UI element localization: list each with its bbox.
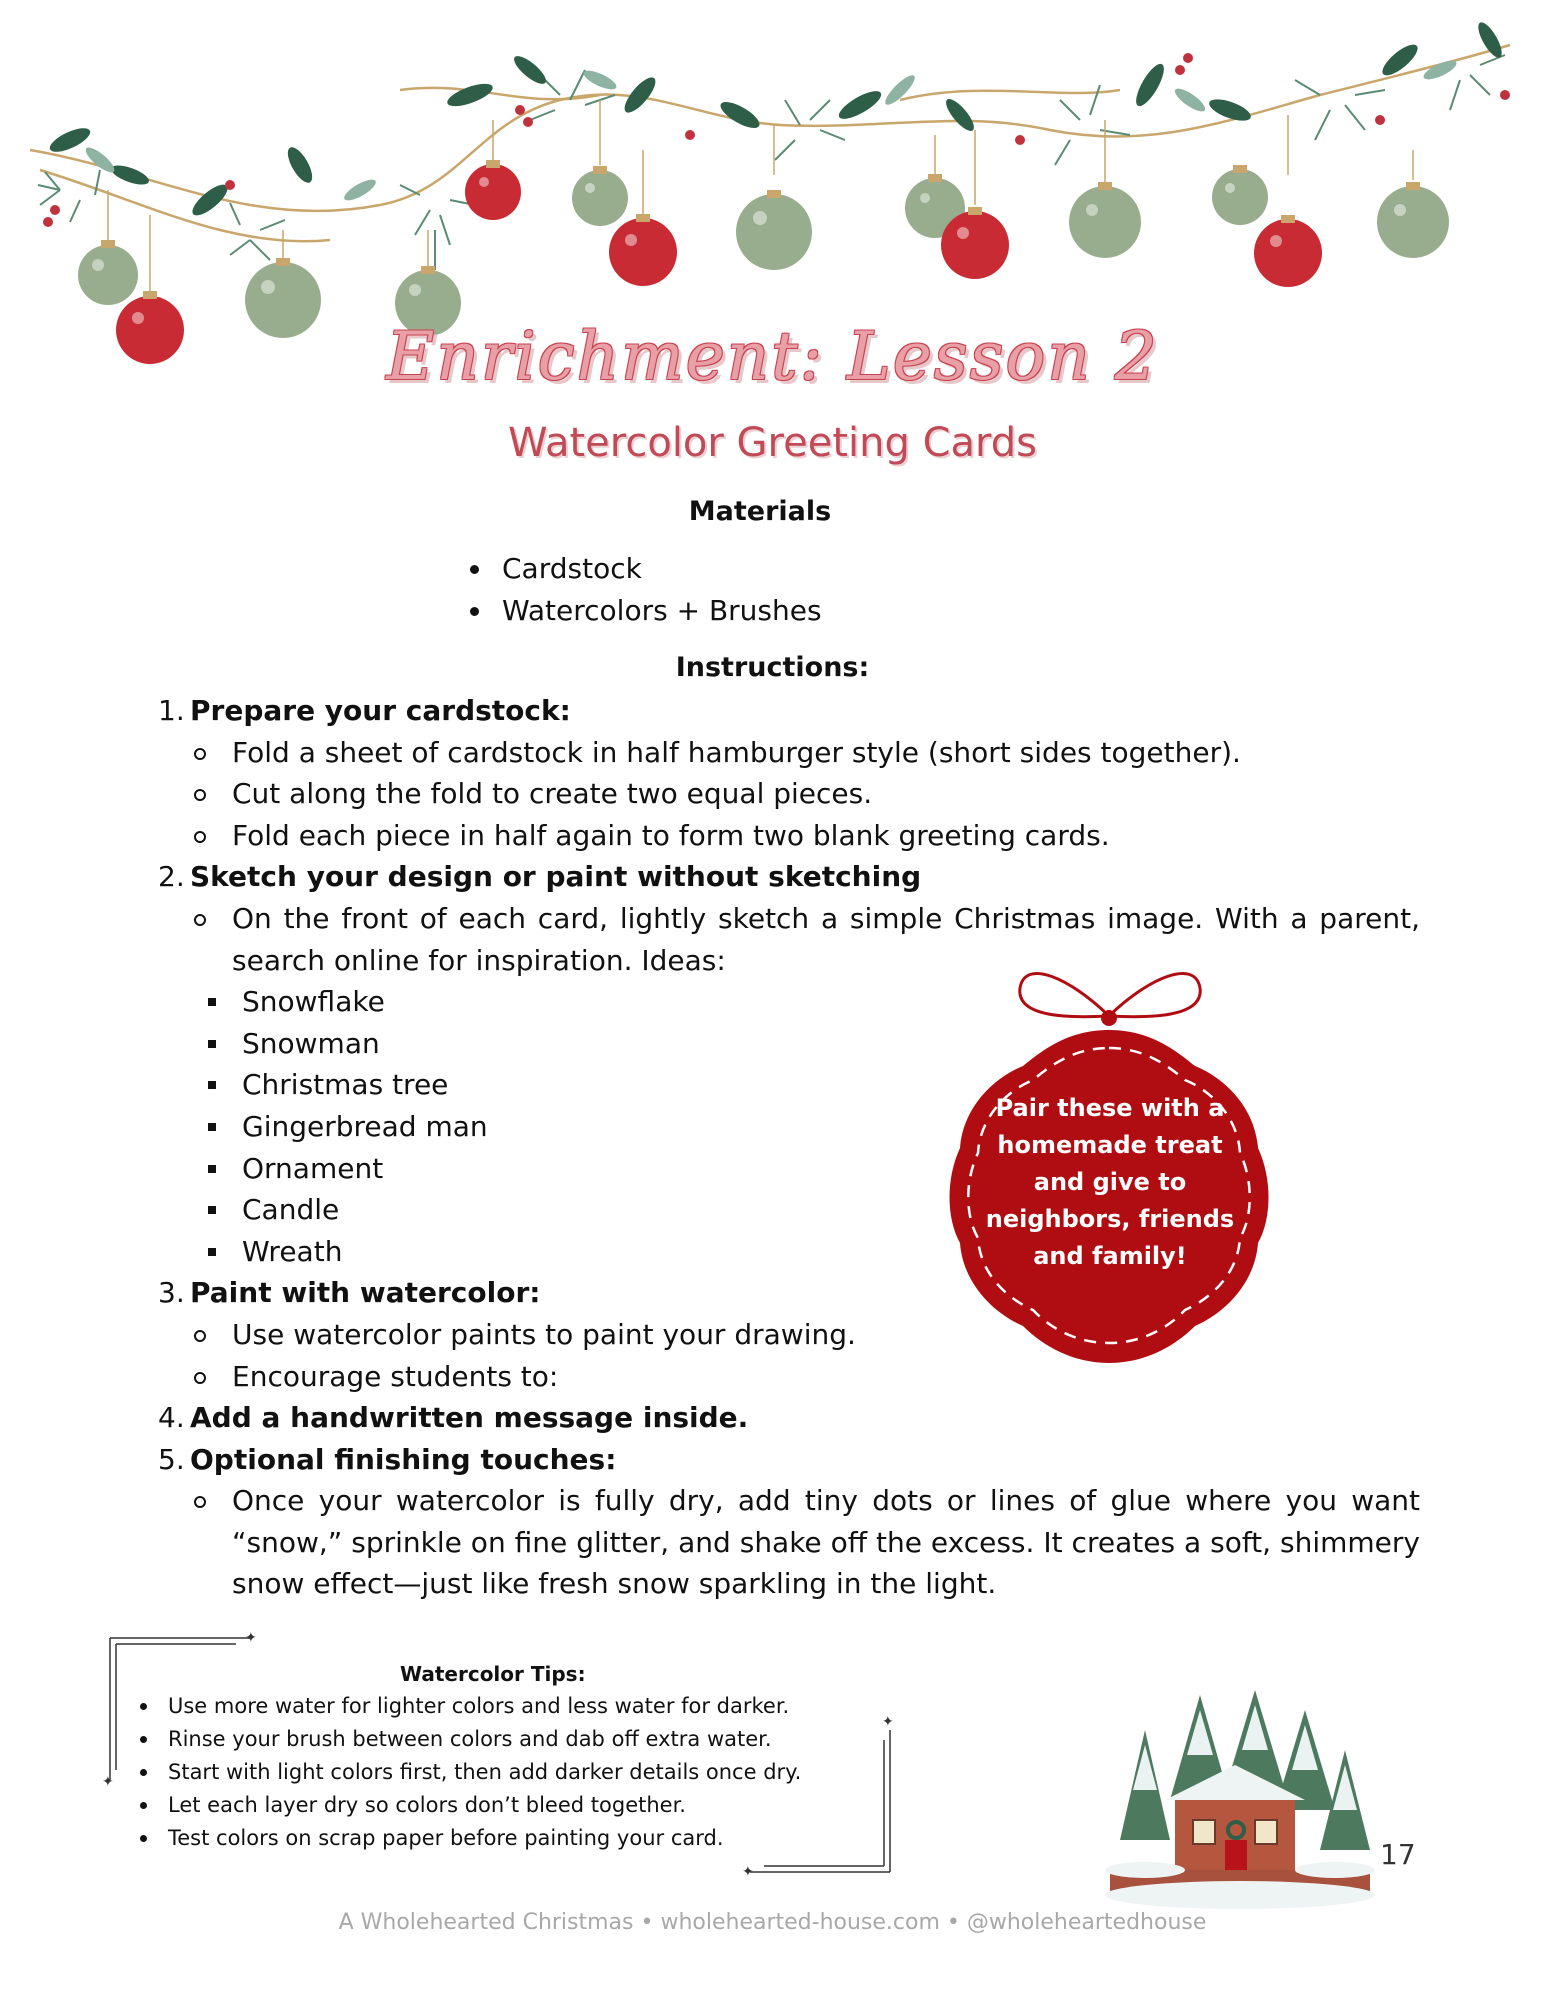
list-item: Use more water for lighter colors and less water for darker. xyxy=(136,1690,801,1723)
list-item: Snowman xyxy=(190,1023,1420,1065)
list-item: Candle xyxy=(190,1189,1420,1231)
list-item: Christmas tree xyxy=(190,1064,1420,1106)
sub-item: Cut along the fold to create two equal pieces. xyxy=(190,773,1420,815)
step-4 xyxy=(150,1397,1420,1439)
svg-text:✦: ✦ xyxy=(742,1864,754,1880)
tips-list xyxy=(136,1690,801,1855)
list-item: Cardstock xyxy=(470,548,822,590)
svg-text:✦: ✦ xyxy=(245,1630,257,1646)
step-title: Optional finishing touches: xyxy=(190,1442,617,1476)
step-number: 2. xyxy=(158,860,185,894)
sub-item: Fold a sheet of cardstock in half hamburger style (short sides together). xyxy=(190,732,1420,774)
svg-text:✦: ✦ xyxy=(882,1714,894,1730)
instructions-heading: Instructions: xyxy=(675,652,870,683)
snowy-house-illustration xyxy=(1105,1690,1375,1910)
sub-item: Use watercolor paints to paint your drawing. xyxy=(190,1314,1420,1356)
list-item: Gingerbread man xyxy=(190,1106,1420,1148)
step-title: Add a handwritten message inside. xyxy=(190,1401,749,1435)
step-title: Prepare your cardstock: xyxy=(190,694,571,727)
list-item: Snowflake xyxy=(190,981,1420,1023)
step-number: 1. xyxy=(158,694,185,727)
list-item: Wreath xyxy=(190,1231,1420,1273)
materials-heading: Materials xyxy=(688,496,832,527)
step-number: 4. xyxy=(158,1401,185,1435)
lesson-subtitle: Watercolor Greeting Cards xyxy=(507,420,1038,466)
list-item: Watercolors + Brushes xyxy=(470,590,822,632)
materials-list xyxy=(470,548,822,632)
sub-item: Fold each piece in half again to form two blank greeting cards. xyxy=(190,815,1420,857)
tips-heading: Watercolor Tips: xyxy=(400,1662,586,1686)
list-item: Test colors on scrap paper before painting your card. xyxy=(136,1822,801,1855)
list-item: Let each layer dry so colors don’t bleed together. xyxy=(136,1789,801,1822)
step-number: 3. xyxy=(158,1276,185,1310)
sub-item: Once your watercolor is fully dry, add tiny dots or lines of glue where you want “snow,” sprinkle on fine glitter, and shake off the excess. It creates a soft, shimmery snow effect—just like fresh snow sparkling in the light. xyxy=(190,1480,1420,1605)
svg-text:✦: ✦ xyxy=(102,1774,114,1790)
step-title: Sketch your design or paint without sketching xyxy=(190,860,922,894)
footer: A Wholehearted Christmas • wholehearted-house.com • @wholeheartedhouse xyxy=(338,1910,1207,1935)
step-number: 5. xyxy=(158,1442,185,1476)
step-1 xyxy=(150,690,1420,856)
list-item: Rinse your brush between colors and dab off extra water. xyxy=(136,1723,801,1756)
step-title: Paint with watercolor: xyxy=(190,1276,541,1310)
list-item: Start with light colors first, then add darker details once dry. xyxy=(136,1756,801,1789)
callout-text: Pair these with a homemade treat and give to neighbors, friends and family! xyxy=(985,1094,1235,1270)
sub-item: Encourage students to: xyxy=(190,1356,1420,1398)
lesson-title: Enrichment: Lesson 2 xyxy=(386,318,1159,395)
step-5 xyxy=(150,1439,1420,1605)
page-number: 17 xyxy=(1380,1838,1416,1871)
sub-item: On the front of each card, lightly sketch a simple Christmas image. With a parent, search online for inspiration. Ideas: xyxy=(190,898,1420,981)
list-item: Ornament xyxy=(190,1148,1420,1190)
